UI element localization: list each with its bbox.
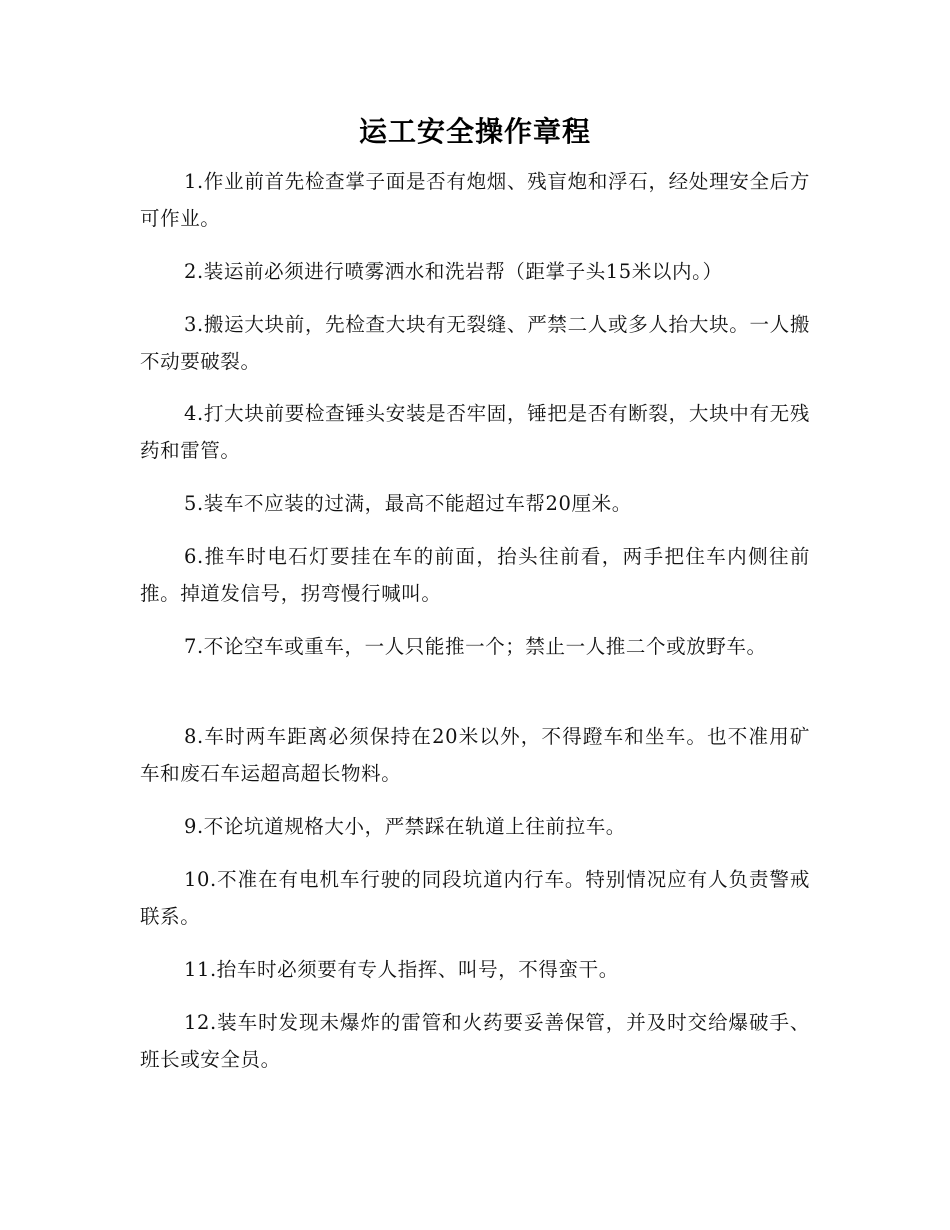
- rule-item-9: 9.不论坑道规格大小，严禁踩在轨道上往前拉车。: [184, 815, 626, 838]
- rule-item-3: 3.搬运大块前，先检查大块有无裂缝、严禁二人或多人抬大块。一人搬不动要破裂。: [140, 313, 810, 373]
- rule-item-5: 5.装车不应装的过满，最高不能超过车帮20厘米。: [184, 492, 632, 515]
- rule-item-8: 8.车时两车距离必须保持在20米以外，不得蹬车和坐车。也不准用矿车和废石车运超高超长物料。: [140, 725, 810, 785]
- rule-item-4: 4.打大块前要检查锤头安装是否牢固，锤把是否有断裂，大块中有无残药和雷管。: [140, 402, 810, 462]
- rule-item-7: 7.不论空车或重车，一人只能推一个；禁止一人推二个或放野车。: [184, 635, 767, 658]
- document-title: 运工安全操作章程: [358, 115, 591, 148]
- rule-item-6: 6.推车时电石灯要挂在车的前面，抬头往前看，两手把住车内侧往前推。掉道发信号，拐弯慢行喊叫。: [140, 545, 810, 605]
- rule-item-10: 10.不准在有电机车行驶的同段坑道内行车。特别情况应有人负责警戒联系。: [140, 868, 810, 928]
- rule-item-2: 2.装运前必须进行喷雾洒水和洗岩帮（距掌子头15米以内。）: [184, 260, 723, 283]
- rule-item-12: 12.装车时发现未爆炸的雷管和火药要妥善保管，并及时交给爆破手、班长或安全员。: [140, 1011, 810, 1071]
- rule-item-11: 11.抬车时必须要有专人指挥、叫号，不得蛮干。: [184, 958, 619, 981]
- rule-item-1: 1.作业前首先检查掌子面是否有炮烟、残盲炮和浮石，经处理安全后方可作业。: [140, 170, 810, 230]
